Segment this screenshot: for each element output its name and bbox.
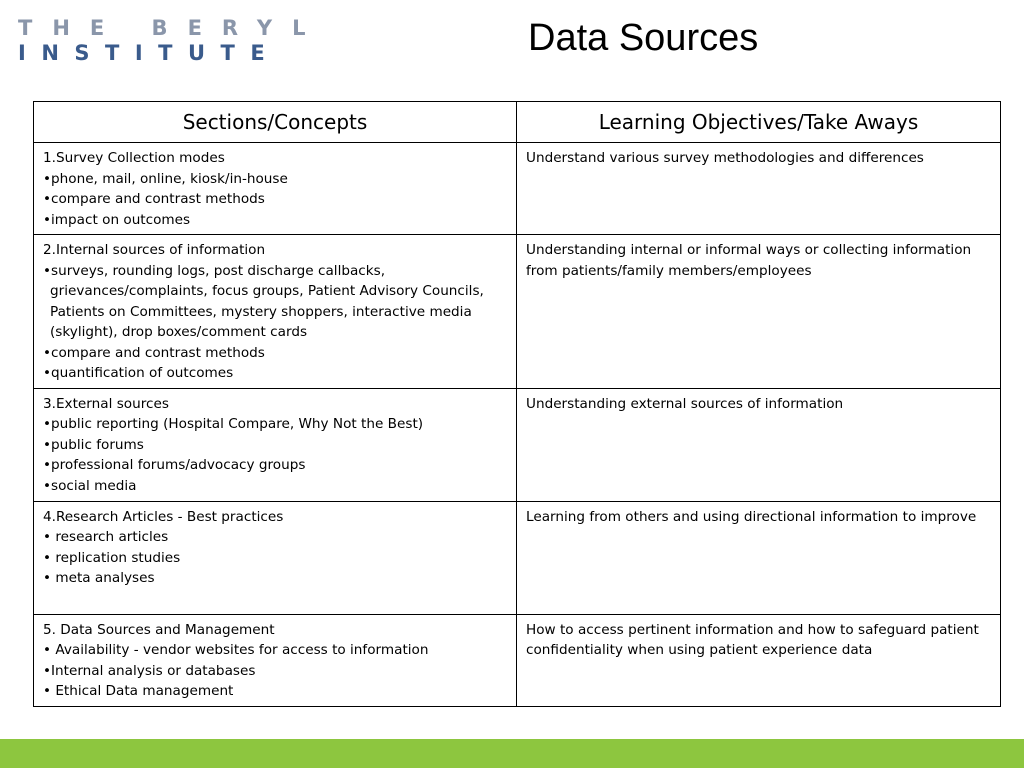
table-row: [34, 143, 1001, 235]
section-cell: [34, 501, 517, 614]
slide-title: Data Sources: [528, 17, 759, 59]
section-item: •impact on outcomes: [43, 211, 191, 228]
section-item: 4.Research Articles - Best practices: [43, 508, 284, 525]
section-item: •professional forums/advocacy groups: [43, 457, 306, 473]
section-item: •surveys, rounding logs, post discharge callbacks,: [43, 262, 386, 279]
section-item: 5. Data Sources and Management: [43, 621, 275, 638]
header-sections-concepts: Sections/Concepts: [34, 102, 517, 143]
footer-accent-bar: [0, 739, 1024, 768]
section-item: 3.External sources: [43, 395, 169, 412]
section-item: •compare and contrast methods: [43, 344, 265, 361]
table-row: [34, 501, 1001, 614]
section-item: • replication studies: [43, 549, 181, 566]
section-item: 2.Internal sources of information: [43, 242, 266, 258]
header-learning-objectives: Learning Objectives/Take Aways: [517, 102, 1001, 143]
data-sources-table: [33, 101, 1001, 707]
header-row: [34, 102, 1001, 143]
objective-cell: How to access pertinent information and how to safeguard patient confidentiality when using patient experience data: [517, 614, 1001, 706]
section-item: •Internal analysis or databases: [43, 662, 256, 679]
section-cell: [34, 614, 517, 706]
objective-cell: Learning from others and using directional information to improve: [517, 501, 1001, 614]
section-item: Patients on Committees, mystery shoppers, interactive media: [50, 303, 472, 320]
table-row: [34, 235, 1001, 389]
logo-line-1: THE BERYL: [18, 16, 326, 40]
section-cell: [34, 388, 517, 501]
section-item: •quantification of outcomes: [43, 365, 234, 381]
section-cell: [34, 235, 517, 389]
objective-cell: Understanding internal or informal ways or collecting information from patients/family members/employees: [517, 235, 1001, 389]
section-item: •social media: [43, 477, 137, 494]
table-row: [34, 614, 1001, 706]
objective-cell: Understanding external sources of information: [517, 388, 1001, 501]
section-item: •compare and contrast methods: [43, 191, 265, 207]
section-item: • meta analyses: [43, 570, 155, 586]
section-item: (skylight), drop boxes/comment cards: [50, 324, 308, 340]
objective-cell: Understand various survey methodologies and differences: [517, 143, 1001, 235]
section-item: •public forums: [43, 436, 144, 453]
section-item: • Ethical Data management: [43, 683, 234, 699]
section-item: grievances/complaints, focus groups, Patient Advisory Councils,: [50, 283, 484, 299]
logo-line-2: INSTITUTE: [18, 41, 281, 65]
section-item: • Availability - vendor websites for access to information: [43, 642, 429, 658]
table-row: [34, 388, 1001, 501]
section-item: 1.Survey Collection modes: [43, 150, 225, 166]
section-item: • research articles: [43, 529, 169, 545]
section-item: •public reporting (Hospital Compare, Why Not the Best): [43, 416, 424, 432]
beryl-institute-logo: [18, 18, 326, 64]
section-cell: [34, 143, 517, 235]
section-item: •phone, mail, online, kiosk/in-house: [43, 170, 288, 187]
